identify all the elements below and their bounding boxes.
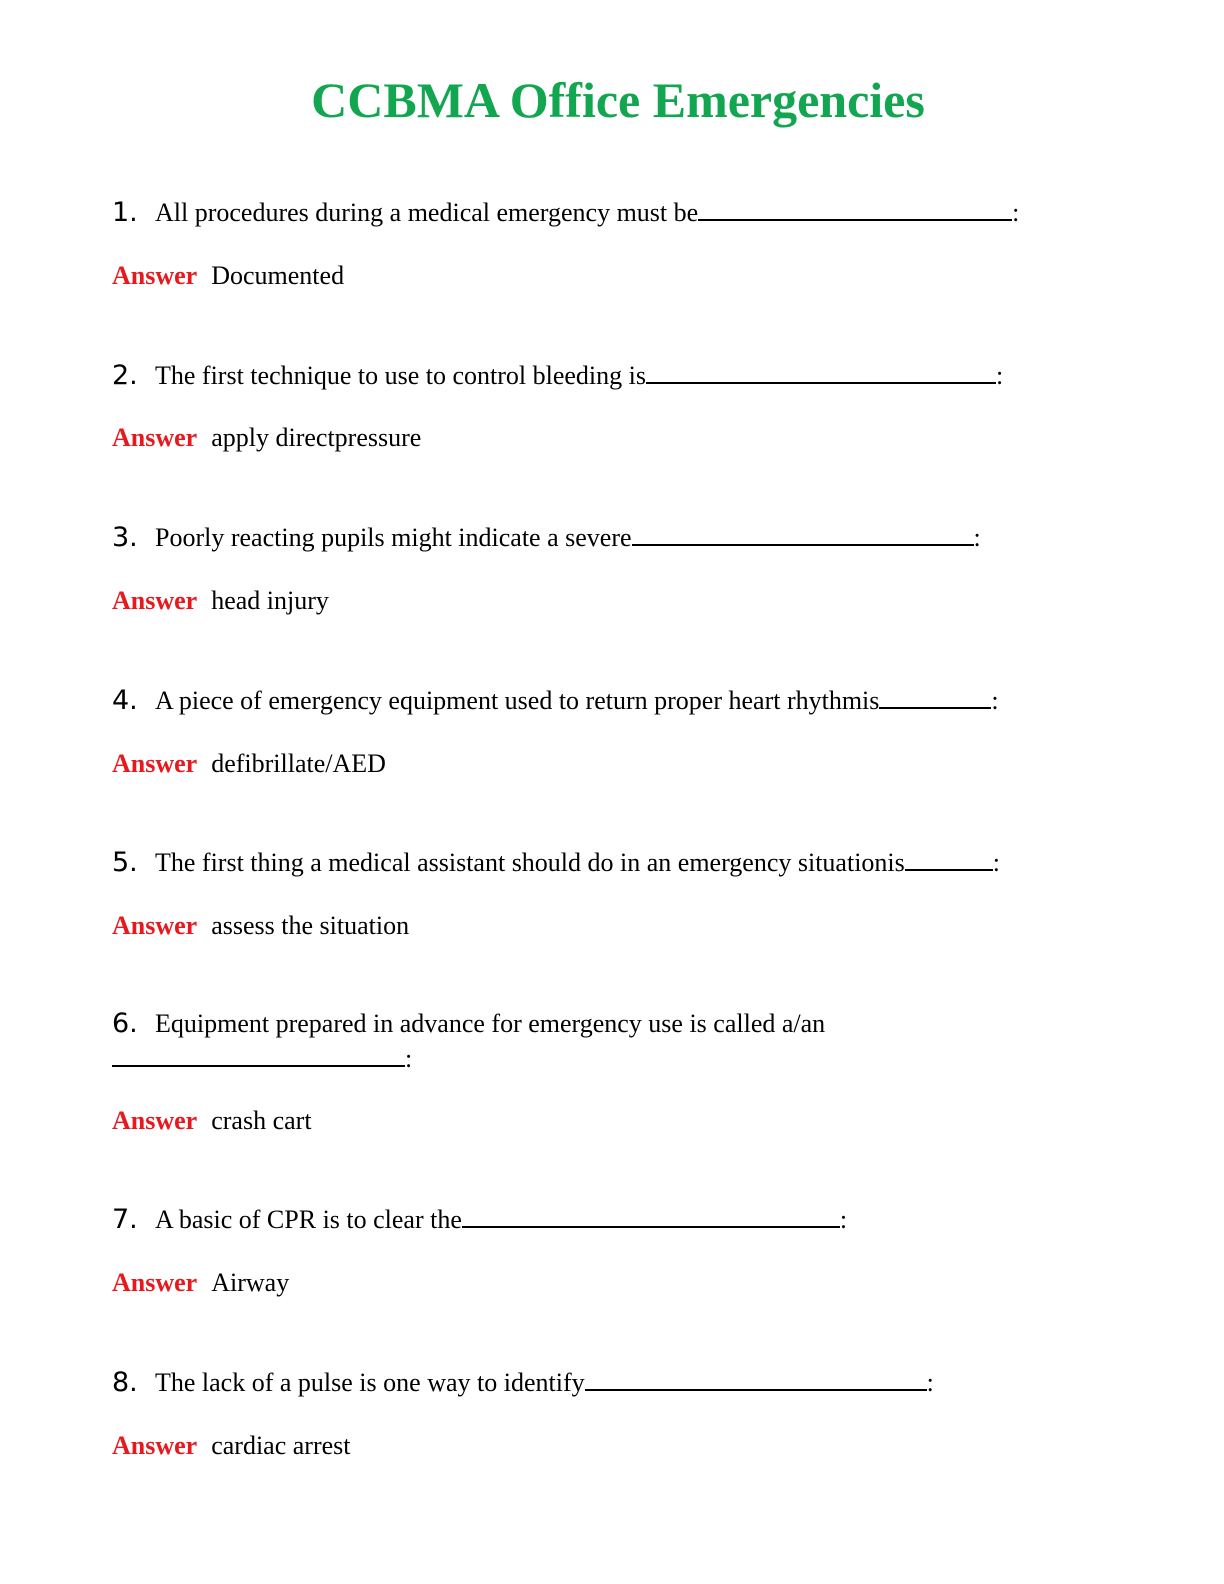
blank-colon: : (839, 1205, 848, 1234)
answer-7 (112, 1267, 289, 1299)
answer-text: Airway (211, 1268, 290, 1297)
answer-text: assess the situation (211, 911, 410, 940)
question-number: 5. (112, 847, 138, 878)
question-text: The first thing a medical assistant should do in an emergency situationis (155, 848, 905, 877)
answer-label: Answer (112, 1268, 198, 1297)
answer-label: Answer (112, 1431, 198, 1460)
question-4 (112, 685, 999, 717)
question-text: Poorly reacting pupils might indicate a severe (155, 523, 632, 552)
answer-label: Answer (112, 1106, 198, 1135)
answer-text: cardiac arrest (211, 1431, 351, 1460)
answer-label: Answer (112, 423, 198, 452)
question-8 (112, 1367, 934, 1399)
answer-label: Answer (112, 911, 198, 940)
answer-3 (112, 585, 329, 617)
blank-colon: : (405, 1044, 413, 1073)
question-number: 4. (112, 685, 138, 716)
question-2 (112, 360, 1003, 392)
answer-blank (698, 197, 1012, 221)
question-number: 3. (112, 522, 138, 553)
question-text: All procedures during a medical emergency must be (155, 198, 699, 227)
question-number: 8. (112, 1367, 138, 1398)
answer-6 (112, 1105, 312, 1137)
blank-colon: : (973, 523, 981, 552)
blank-colon: : (996, 361, 1004, 390)
question-7 (112, 1204, 847, 1236)
page-title: CCBMA Office Emergencies (311, 72, 925, 128)
answer-blank (632, 522, 974, 546)
answer-text: Documented (211, 261, 345, 290)
blank-colon: : (991, 686, 999, 715)
answer-2 (112, 422, 421, 454)
answer-text: defibrillate/AED (211, 749, 386, 778)
answer-5 (112, 910, 409, 942)
question-text: A piece of emergency equipment used to return proper heart rhythmis (155, 686, 880, 715)
question-text: A basic of CPR is to clear the (155, 1205, 462, 1234)
question-number: 6. (112, 1008, 138, 1039)
answer-text: apply directpressure (211, 423, 422, 452)
answer-8 (112, 1430, 351, 1462)
question-6-blank-line (112, 1043, 412, 1075)
answer-1 (112, 260, 344, 292)
blank-colon: : (1012, 198, 1020, 227)
question-5 (112, 847, 1000, 879)
blank-colon: : (992, 848, 1000, 877)
question-3 (112, 522, 981, 554)
answer-label: Answer (112, 749, 198, 778)
answer-blank (905, 847, 993, 871)
blank-colon: : (926, 1368, 934, 1397)
answer-text: head injury (211, 586, 329, 615)
question-number: 7. (112, 1204, 138, 1235)
answer-text: crash cart (211, 1106, 312, 1135)
answer-blank (585, 1367, 927, 1391)
answer-label: Answer (112, 261, 198, 290)
answer-blank (879, 685, 991, 709)
question-text: Equipment prepared in advance for emergency use is called a/an (155, 1009, 826, 1038)
question-number: 2. (112, 360, 138, 391)
answer-blank (112, 1043, 405, 1067)
question-text: The lack of a pulse is one way to identify (155, 1368, 585, 1397)
answer-4 (112, 748, 386, 780)
answer-label: Answer (112, 586, 198, 615)
question-1 (112, 197, 1019, 229)
question-number: 1. (112, 197, 138, 228)
question-6 (112, 1008, 825, 1040)
answer-blank (462, 1204, 840, 1228)
question-text: The first technique to use to control bleeding is (155, 361, 646, 390)
answer-blank (646, 360, 996, 384)
